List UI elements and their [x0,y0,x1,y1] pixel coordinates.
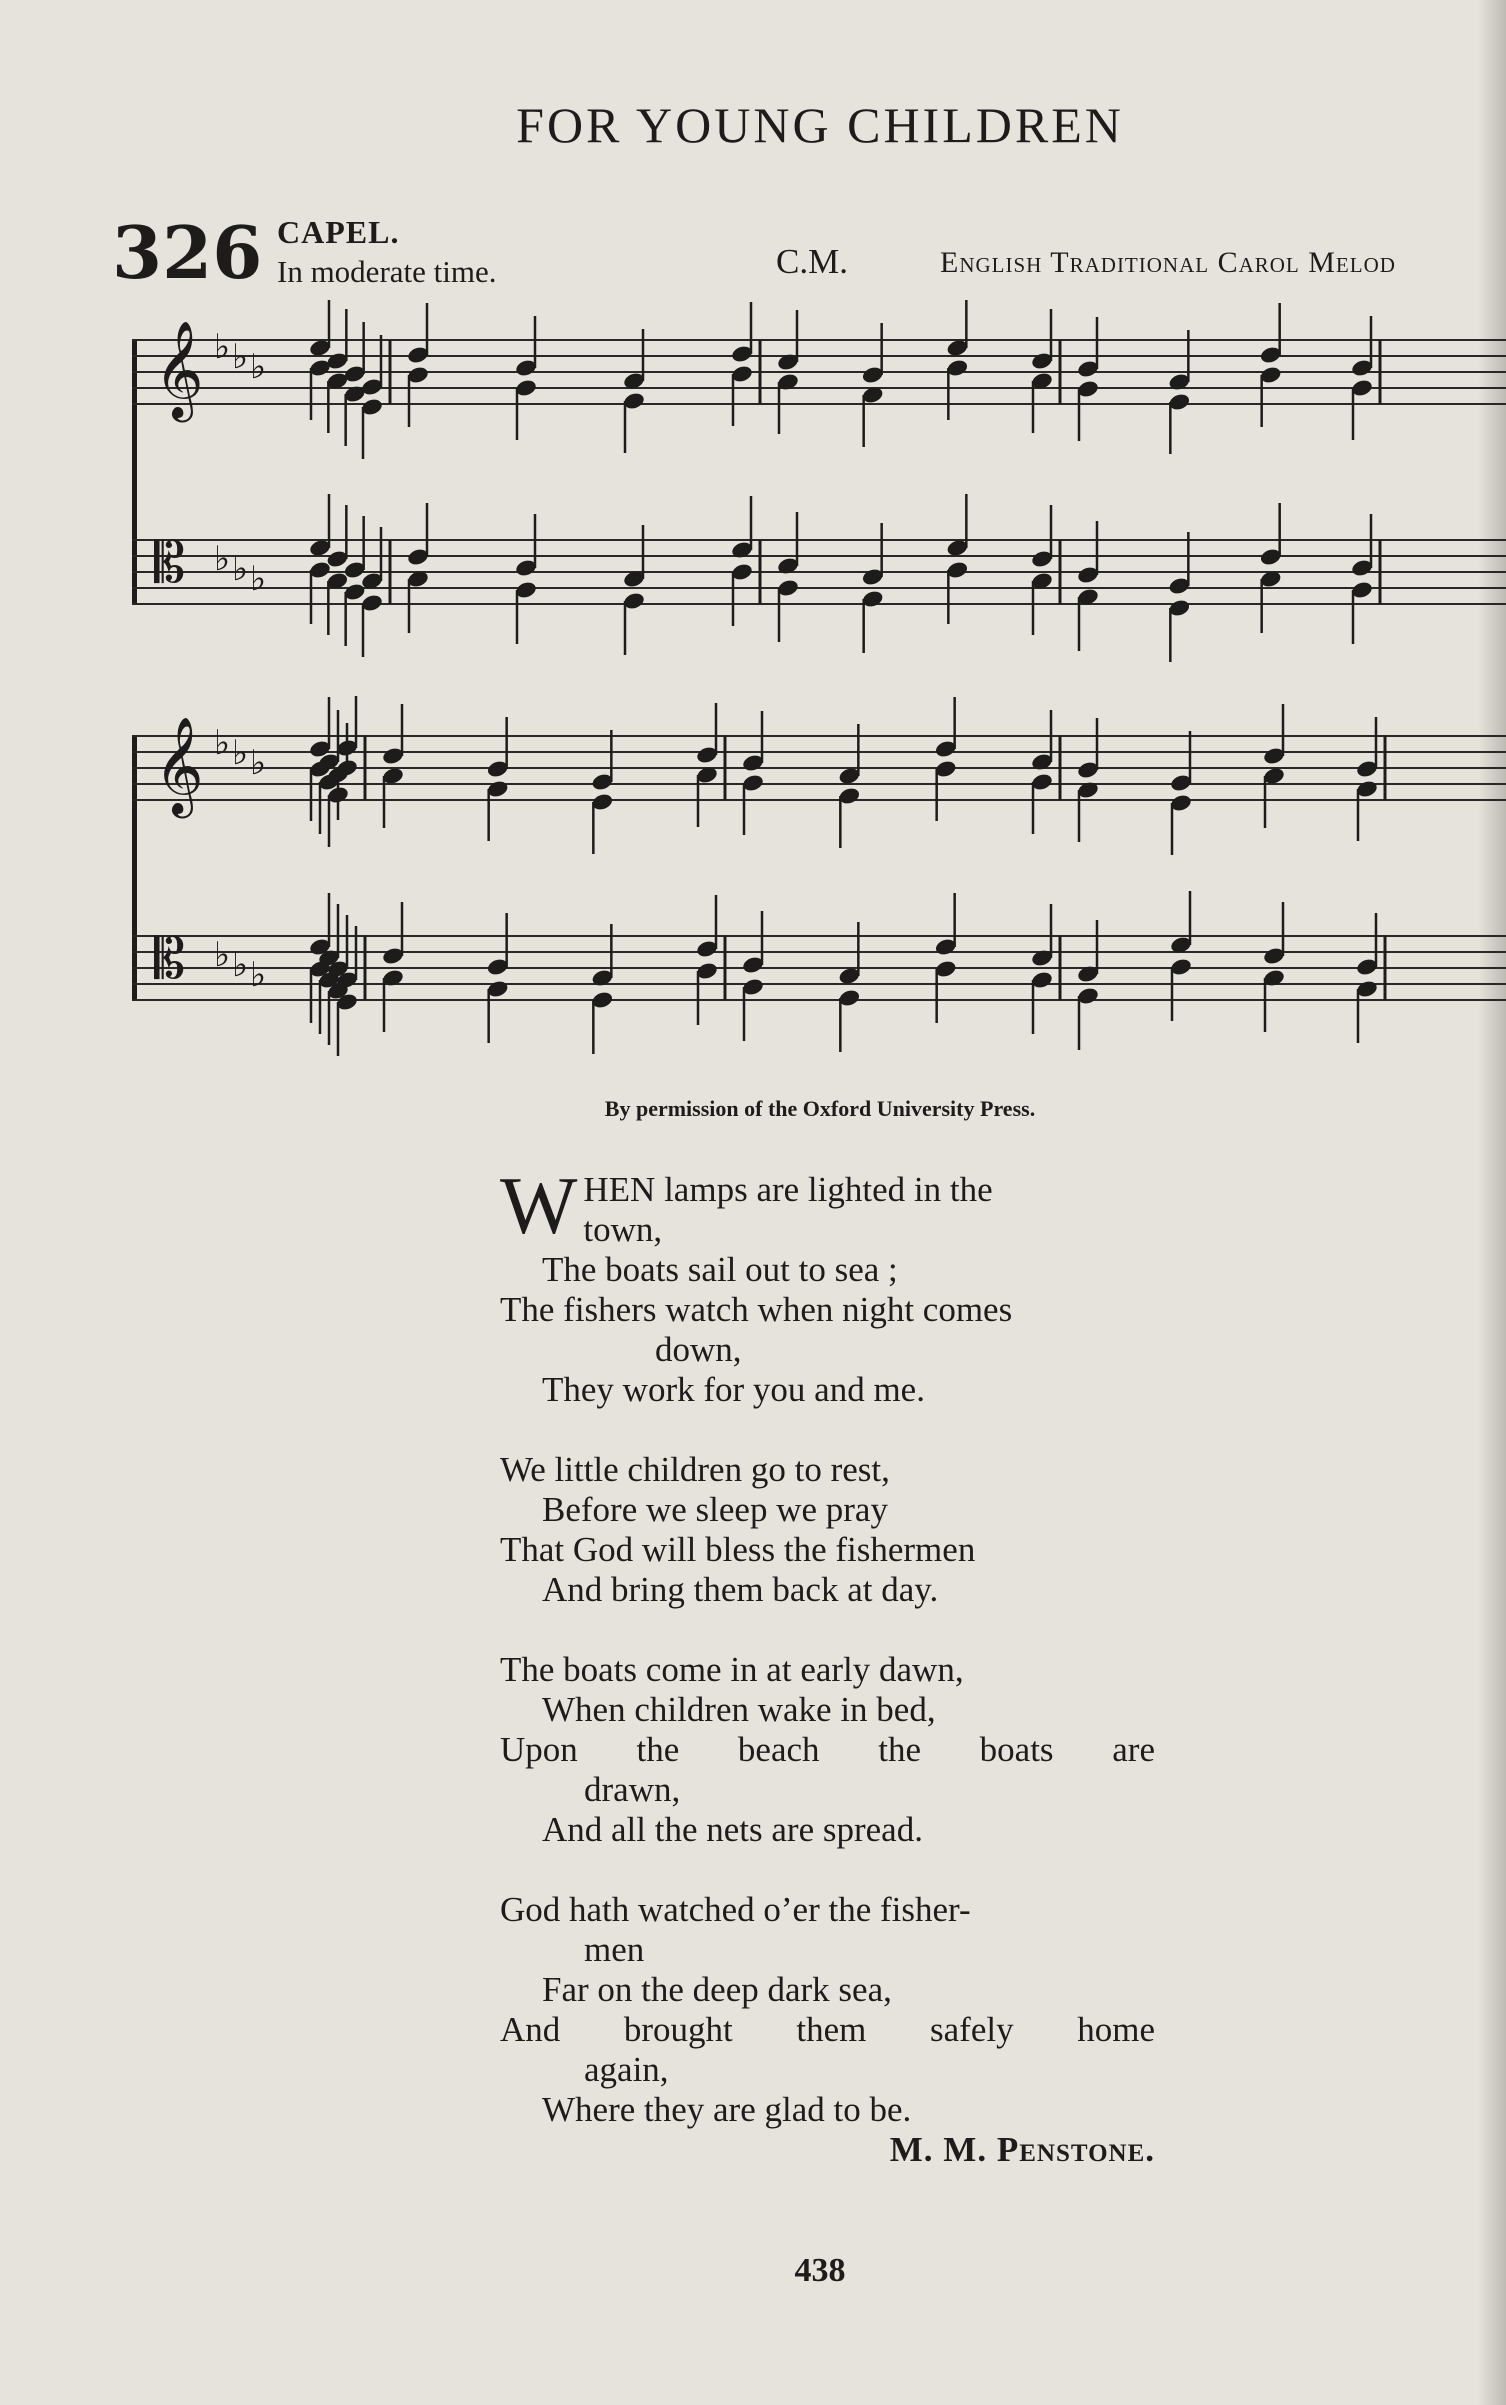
flat-icon: ♭ [232,337,249,377]
author: M. M. Penstone. [889,2130,1155,2169]
poem-line: men [584,1930,645,1969]
poem-line: Where they are glad to be. [542,2090,912,2129]
meter: C.M. [776,242,848,281]
tune-source: English Traditional Carol Melod [940,246,1396,279]
poem-line: town, [583,1210,663,1249]
flat-icon: ♭ [250,743,267,783]
flat-icon: ♭ [214,539,231,579]
poem-word: beach [737,1730,820,1769]
poem-line: Far on the deep dark sea, [542,1970,892,2009]
poem-line: They work for you and me. [542,1370,925,1409]
poem-line: The boats sail out to sea ; [542,1250,898,1289]
page-number: 438 [794,2252,846,2289]
poem-word: the [878,1730,921,1769]
flat-icon: ♭ [250,347,267,387]
treble-clef-icon: 𝄞 [154,320,204,418]
flat-icon: ♭ [250,955,267,995]
poem-word: brought [623,2010,733,2049]
stanza-2 [500,1450,1155,1610]
hymn-number: 326 [112,210,263,295]
poem-line: again, [584,2050,669,2089]
tenor-clef-icon: 𝄡 [154,927,186,992]
flat-icon: ♭ [214,327,231,367]
system-bracket [132,736,137,1000]
tenor-clef-icon: 𝄡 [154,531,186,596]
poem-line: The boats come in at early dawn, [500,1650,964,1689]
poem-line-justified [500,2010,1155,2050]
music-score [0,300,1506,1080]
flat-icon: ♭ [232,945,249,985]
poem-line: We little children go to rest, [500,1450,890,1489]
treble-clef-icon: 𝄞 [154,716,204,814]
poem-line: HEN lamps are lighted in the [583,1170,993,1209]
poem-word: the [636,1730,680,1769]
poem-word: Upon [500,1730,578,1769]
stanza-1 [500,1160,1155,1410]
tempo-marking: In moderate time. [277,254,497,289]
poem-word: are [1112,1730,1155,1769]
poem-line-justified [500,1730,1155,1770]
running-head: FOR YOUNG CHILDREN [516,97,1124,153]
tune-name: CAPEL. [277,214,400,250]
flat-icon: ♭ [250,559,267,599]
poem-word: them [796,2010,867,2049]
poem-word: safely [930,2010,1014,2049]
flat-icon: ♭ [214,723,231,763]
system-bracket [132,340,137,604]
poem-word: home [1077,2010,1155,2049]
flat-icon: ♭ [232,549,249,589]
drop-cap: W [500,1160,578,1251]
poem-line: And bring them back at day. [542,1570,939,1609]
poem [500,1160,1155,2210]
stanza-4 [500,1890,1155,2170]
poem-line: The fishers watch when night comes [500,1290,1013,1329]
poem-word: And [500,2010,561,2049]
permission-credit: By permission of the Oxford University Press. [604,1096,1036,1121]
poem-line: When children wake in bed, [542,1690,936,1729]
flat-icon: ♭ [232,733,249,773]
stanza-3 [500,1650,1155,1850]
poem-line: And all the nets are spread. [542,1810,923,1849]
poem-line: That God will bless the fishermen [500,1530,976,1569]
poem-line: Before we sleep we pray [542,1490,888,1529]
poem-line: down, [655,1330,742,1369]
poem-line: God hath watched o’er the fisher- [500,1890,971,1929]
poem-line: drawn, [584,1770,681,1809]
flat-icon: ♭ [214,935,231,975]
poem-word: boats [979,1730,1054,1769]
